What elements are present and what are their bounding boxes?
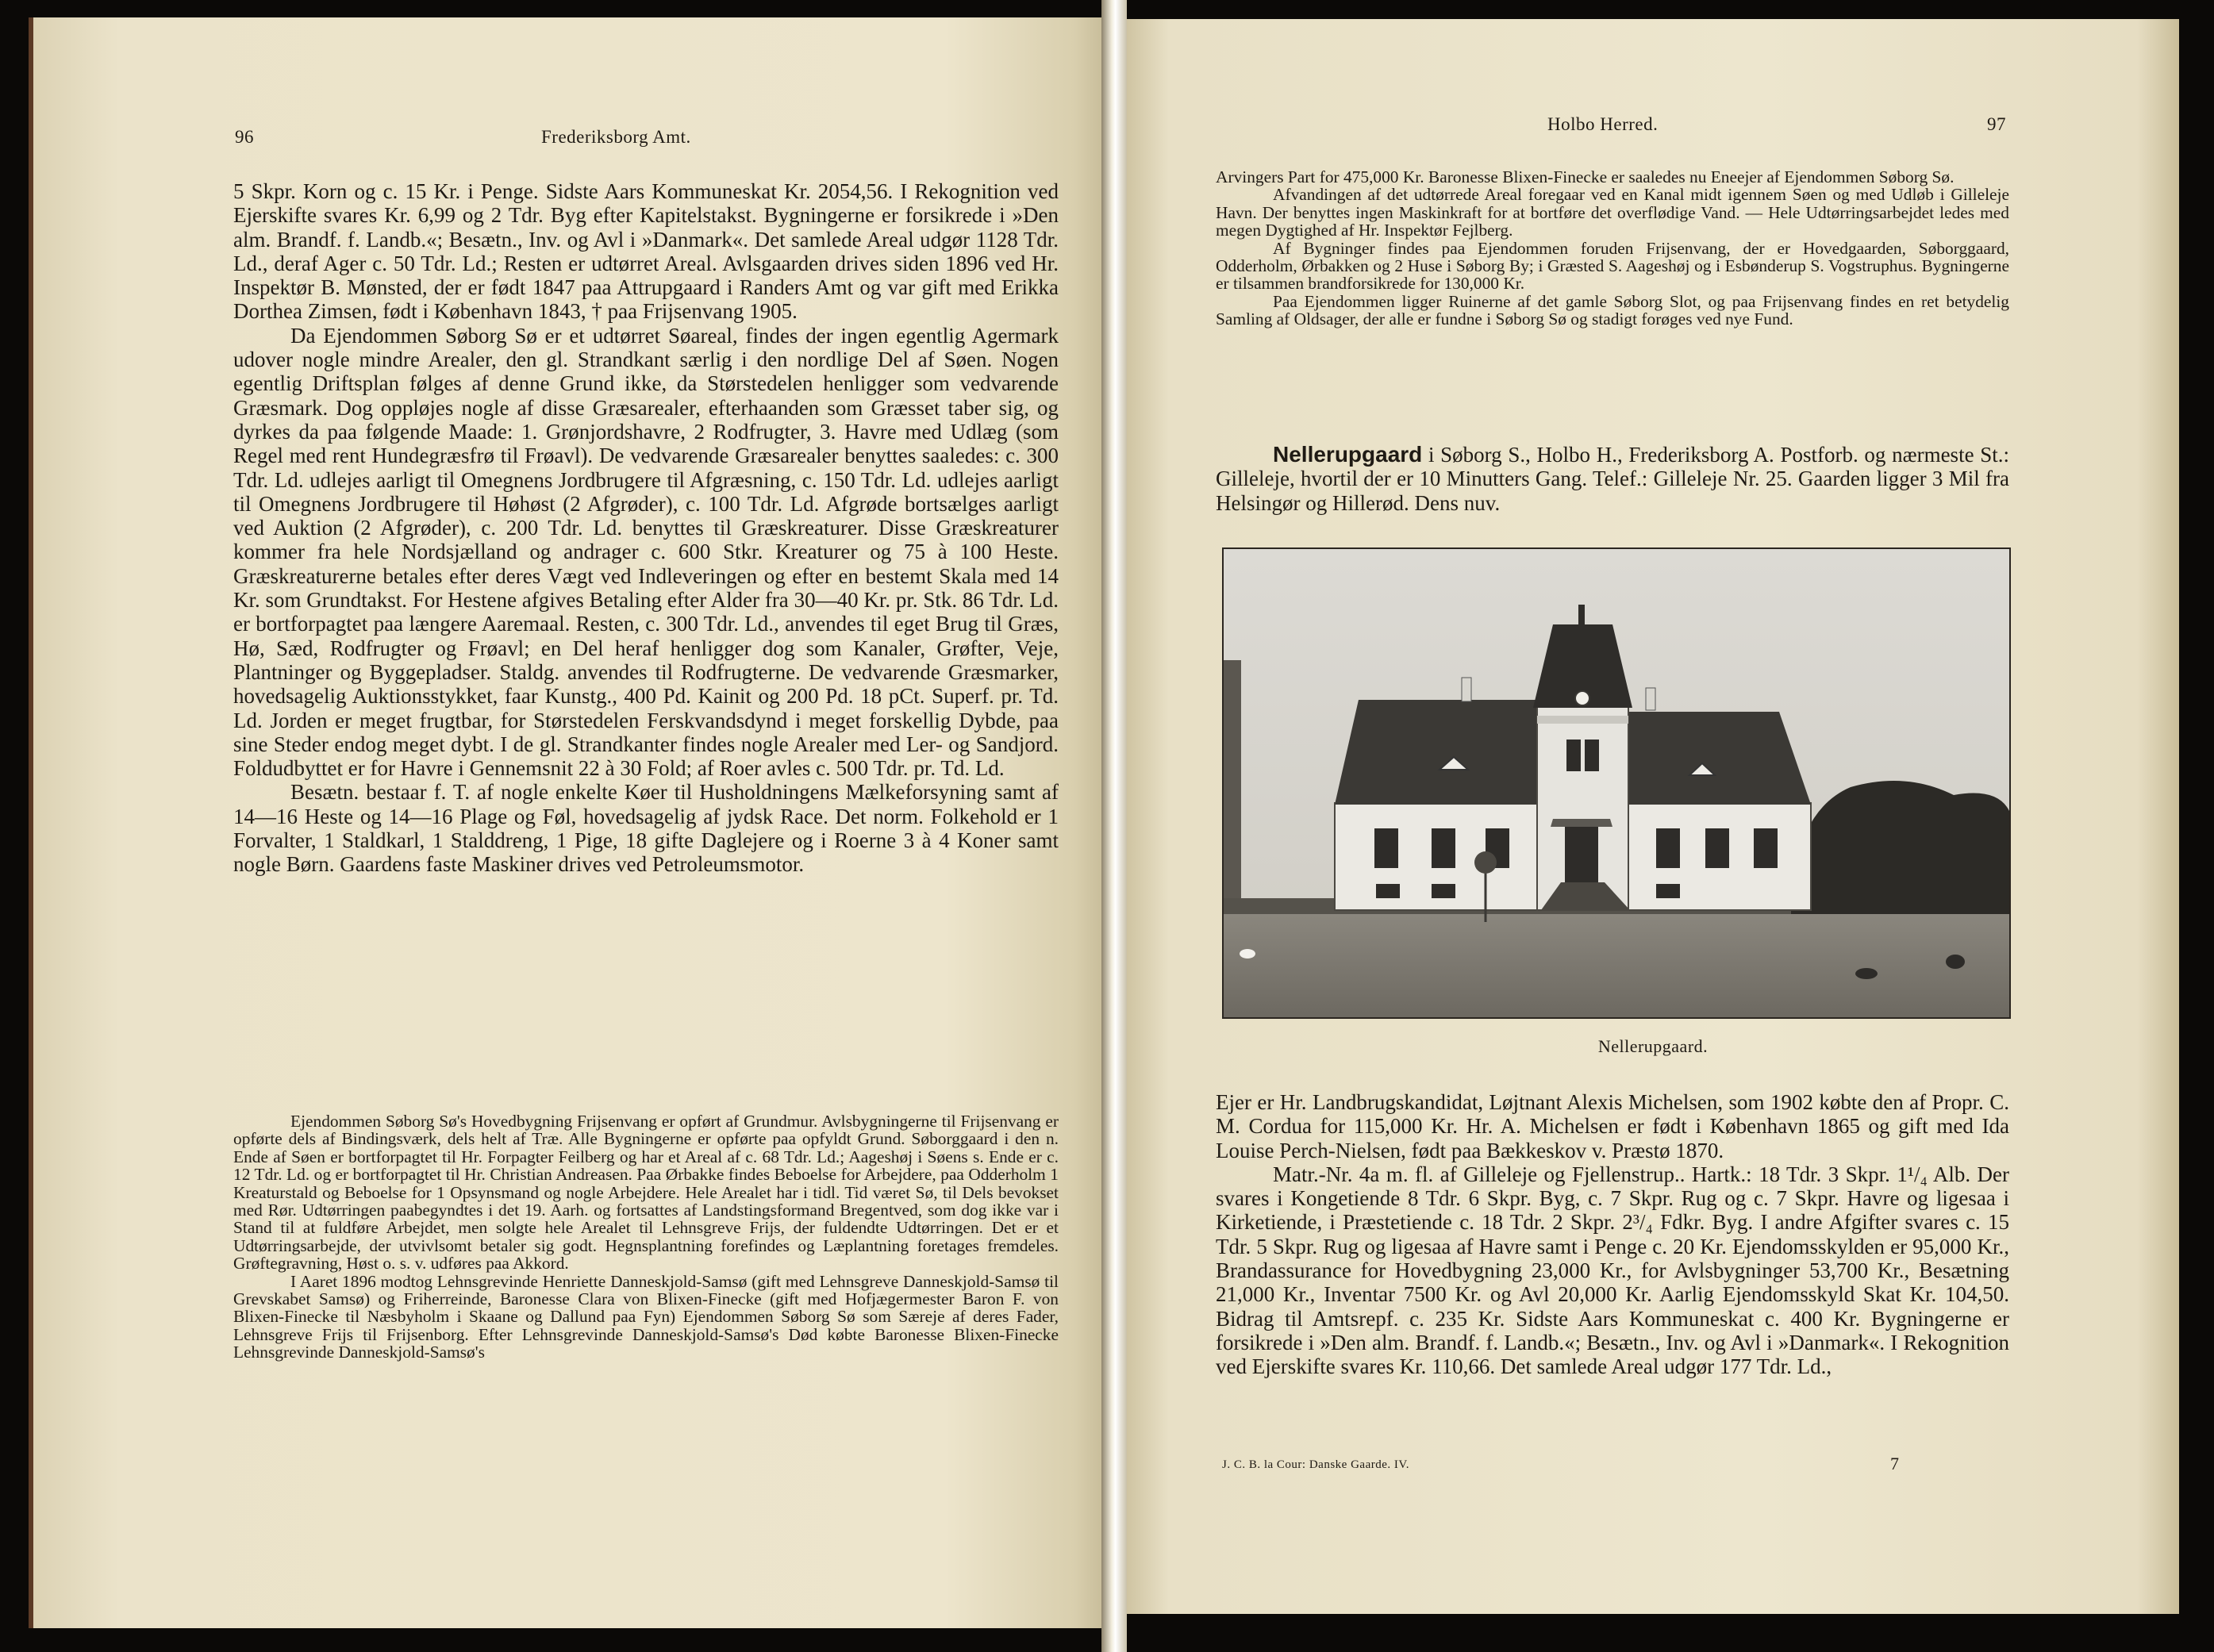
running-head-right: Holbo Herred. [1547,114,1659,134]
page-number-left: 96 [235,127,254,147]
page-number-right: 97 [1987,114,2006,134]
left-note-paragraph: I Aaret 1896 modtog Lehnsgrevinde Henriette Danneskjold-Samsø (gift med Lehnsgreve Danneskjold-Samsø til Grevskabet Samsø) og Friherreinde, Baronesse Clara von Blixen-Finecke (gift med Hofjægermester Baron F. von Blixen-Finecke til Næsbyholm i Skaane og Dallund paa Fyn) Ejendommen Søborg Sø som Særeje af deres Fader, Lehnsgreve Frijs til Frijsenborg. Efter Lehnsgrevinde Danneskjold-Samsø's Død købte Baronesse Blixen-Finecke Lehnsgrevinde Danneskjold-Samsø's [233,1271,1059,1362]
entry-title: Nellerupgaard [1273,442,1423,467]
right-note-paragraph: Afvandingen af det udtørrede Areal foregaar ved en Kanal midt igennem Søen og med Udløb i Gilleleje Havn. Der benyttes ingen Maskinkraft for at bortføre det overflødige Vand. — Hele Udtørringsarbejdet ledes med megen Dygtighed af Hr. Inspektør Fejlberg. [1216,185,2009,240]
right-paragraph: Ejer er Hr. Landbrugskandidat, Løjtnant Alexis Michelsen, som 1902 købte den af Propr. C. M. Cordua for 115,000 Kr. Hr. A. Michelsen er født i København 1865 og gift med Ida Louise Perch-Nielsen, født paa Bækkeskov v. Præstø 1870. [1216,1090,2009,1162]
left-paragraph: Da Ejendommen Søborg Sø er et udtørret Søareal, findes der ingen egentlig Agermark udover nogle mindre Arealer, den gl. Strandkant særlig i den nordlige Del af Søen. Nogen egentlig Driftsplan følges af denne Grund ikke, da Størstedelen henligger som vedvarende Græsmark. Dog oppløjes nogle af disse Græsarealer, efterhaanden som Græsset taber sig, og dyrkes da paa følgende Maade: 1. Grønjordshavre, 2 Rodfrugter, 3. Havre med Udlæg (som Regel med rent Hundegræsfrø til Frøavl). De vedvarende Græsarealer benyttes saaledes: c. 300 Tdr. Ld. udlejes aarligt til Omegnens Jordbrugere til Afgræsning, c. 150 Tdr. Ld. udlejes aarligt til Omegnens Jordbrugere til Høhøst (2 Afgrøder), c. 100 Tdr. Ld. Afgrøde bortsælges aarligt ved Auktion (2 Afgrøder), c. 200 Tdr. Ld. benyttes til Græskreaturer. Disse Græskreaturer kommer fra hele Nordsjælland og andrager c. 600 Stkr. Kreaturer og 75 à 100 Heste. Græskreaturerne betales efter deres Vægt ved Indleveringen og efter en bestemt Skala med 14 Kr. som Grundtakst. For Hestene afgives Betaling efter Alder fra 30—40 Kr. pr. Stk. 86 Tdr. Ld. er bortforpagtet paa længere Aaremaal. Resten, c. 300 Tdr. Ld., anvendes til eget Brug til Græs, Hø, Sæd, Rodfrugter og Frøavl; en Del heraf henligger dog som Kanaler, Grøfter, Veje, Plantninger og Byggepladser. Staldg. anvendes til Rodfrugterne. De vedvarende Græsmarker, hovedsagelig Auktionsstykket, faar Kunstg., 400 Pd. Kainit og 200 Pd. 18 pCt. Superf. pr. Td. Ld. Jorden er meget frugtbar, for Størstedelen Ferskvandsdynd i meget forskellig Dybde, paa sine Steder endog meget dybt. I de gl. Strandkanter findes nogle Arealer med Ler- og Sandjord. Foldudbyttet er for Havre i Gennemsnit 22 à 30 Fold; af Roer avles c. 500 Tdr. pr. Td. Ld. [233,323,1059,781]
farmhouse-photo [1222,547,2011,1019]
left-page [29,17,1106,1628]
running-head-left: Frederiksborg Amt. [541,127,691,147]
entry-lead-paragraph [1216,443,2009,515]
left-body-text [233,179,1059,877]
right-note-paragraph: Paa Ejendommen ligger Ruinerne af det gamle Søborg Slot, og paa Frijsenvang findes en ret betydelig Samling af Oldsager, der alle er fundne i Søborg Sø og stadigt forøges ved nye Fund. [1216,291,2009,329]
footer-signature: J. C. B. la Cour: Danske Gaarde. IV. [1222,1458,1410,1471]
left-paragraph: Besætn. bestaar f. T. af nogle enkelte Køer til Husholdningens Mælkeforsyning samt af 14—16 Heste og 14—16 Plage og Føl, hovedsagelig af jydsk Race. Det norm. Folkehold er 1 Forvalter, 1 Staldkarl, 1 Stalddreng, 1 Pige, 18 gifte Daglejere og i Roerne 3 à 4 Koner samt nogle Børn. Gaardens faste Maskiner drives ved Petroleumsmotor. [233,780,1059,877]
right-paragraph: Matr.-Nr. 4a m. fl. af Gilleleje og Fjellenstrup.. Hartk.: 18 Tdr. 3 Skpr. 1¹/₄ Alb. Der svares i Kongetiende 8 Tdr. 6 Skpr. Byg, c. 7 Skpr. Rug og c. 7 Skpr. Havre og ligesaa i Kirketiende, i Præstetiende c. 18 Tdr. 2 Skpr. 2³/₄ Fdkr. Byg. I andre Afgifter svares c. 15 Tdr. 5 Skpr. Rug og ligesaa af Havre samt i Penge c. 20 Kr. Ejendomsskylden er 95,000 Kr., Brandassurance for Hovedbygning 23,000 Kr., for Avlsbygninger 53,700 Kr., Besætning 21,000 Kr., Inventar 7500 Kr. og Avl 20,000 Kr. Aarlig Ejendomsskyld Skat Kr. 104,50. Bidrag til Amtsrepf. c. 235 Kr. Sidste Aars Kommuneskat c. 400 Kr. Bygningerne er forsikrede i »Den alm. Brandf. f. Landb.«; Besætn., Inv. og Avl i »Danmark«. I Rekognition ved Ejerskifte svares Kr. 110,66. Det samlede Areal udgør 177 Tdr. Ld., [1216,1162,2009,1379]
footer-sheet-number: 7 [1890,1454,1899,1473]
left-notes [233,1112,1059,1362]
left-paragraph: 5 Skpr. Korn og c. 15 Kr. i Penge. Sidste Aars Kommuneskat Kr. 2054,56. I Rekognition ved Ejerskifte svares Kr. 6,99 og 2 Tdr. Byg efter Kapitelstakst. Bygningerne er forsikrede i »Den alm. Brandf. f. Landb.«; Besætn., Inv. og Avl i »Danmark«. Det samlede Areal udgør 1128 Tdr. Ld., deraf Ager c. 50 Tdr. Ld.; Resten er udtørret Areal. Avlsgaarden drives siden 1896 ved Hr. Inspektør B. Mønsted, der er født 1847 paa Attrupgaard i Randers Amt og var gift med Erikka Dorthea Zimsen, født i København 1843, † paa Frijsenvang 1905. [233,179,1059,324]
book-gutter [1101,0,1127,1652]
right-page [1127,19,2179,1614]
right-body-text [1216,1090,2009,1379]
right-note-paragraph: Arvingers Part for 475,000 Kr. Baronesse Blixen-Finecke er saaledes nu Eneejer af Ejendommen Søborg Sø. [1216,167,1955,186]
entry-lead-text: i Søborg S., Holbo H., Frederiksborg A. Postforb. og nærmeste St.: Gilleleje, hvortil der er 10 Minutters Gang. Telef.: Gilleleje Nr. 25. Gaarden ligger 3 Mil fra Helsingør og Hillerød. Dens nuv. [1216,443,2009,515]
farmhouse-illustration [1224,549,2009,1017]
photo-caption: Nellerupgaard. [1597,1036,1709,1056]
left-note-paragraph: Ejendommen Søborg Sø's Hovedbygning Frijsenvang er opført af Grundmur. Avlsbygningerne til Frijsenvang er opførte dels af Bindingsværk, dels helt af Træ. Alle Bygningerne er opførte paa opfyldt Grund. Søborggaard i den n. Ende af Søen er bortforpagtet til Hr. Forpagter Feilberg og har et Areal af c. 68 Tdr. Ld.; Aageshøj i Søens s. Ende er c. 12 Tdr. Ld. og er bortforpagtet til Hr. Christian Andreasen. Paa Ørbakke findes Beboelse for Arbejdere, paa Odderholm 1 Kreaturstald og Beboelse for 1 Opsynsmand og nogle Arbejdere. Hele Arealet har i tidl. Tid været Sø, til Dels bevokset med Rør. Udtørringen paabegyndtes i det 19. Aarh. og fortsattes af Landstingsformand Bregentved, som dog ikke var i Stand til at fuldføre Arbejdet, men solgte hele Arealet til Lehnsgreve Frijs, der fuldendte Udtørringen. Det er et Udtørringsarbejde, der utvivlsomt betaler sig godt. Hegnsplantning forefindes og Læplantning foretages fremdeles. Grøftegravning, Høst o. s. v. udføres paa Akkord. [233,1112,1059,1274]
right-note-paragraph: Af Bygninger findes paa Ejendommen foruden Frijsenvang, der er Hovedgaarden, Søborggaard, Odderholm, Ørbakken og 2 Huse i Søborg By; i Græsted S. Aageshøj og i Esbønderup S. Vogstruphus. Bygningerne er tilsammen brandforsikrede for 130,000 Kr. [1216,238,2009,294]
right-notes [1216,168,2009,328]
